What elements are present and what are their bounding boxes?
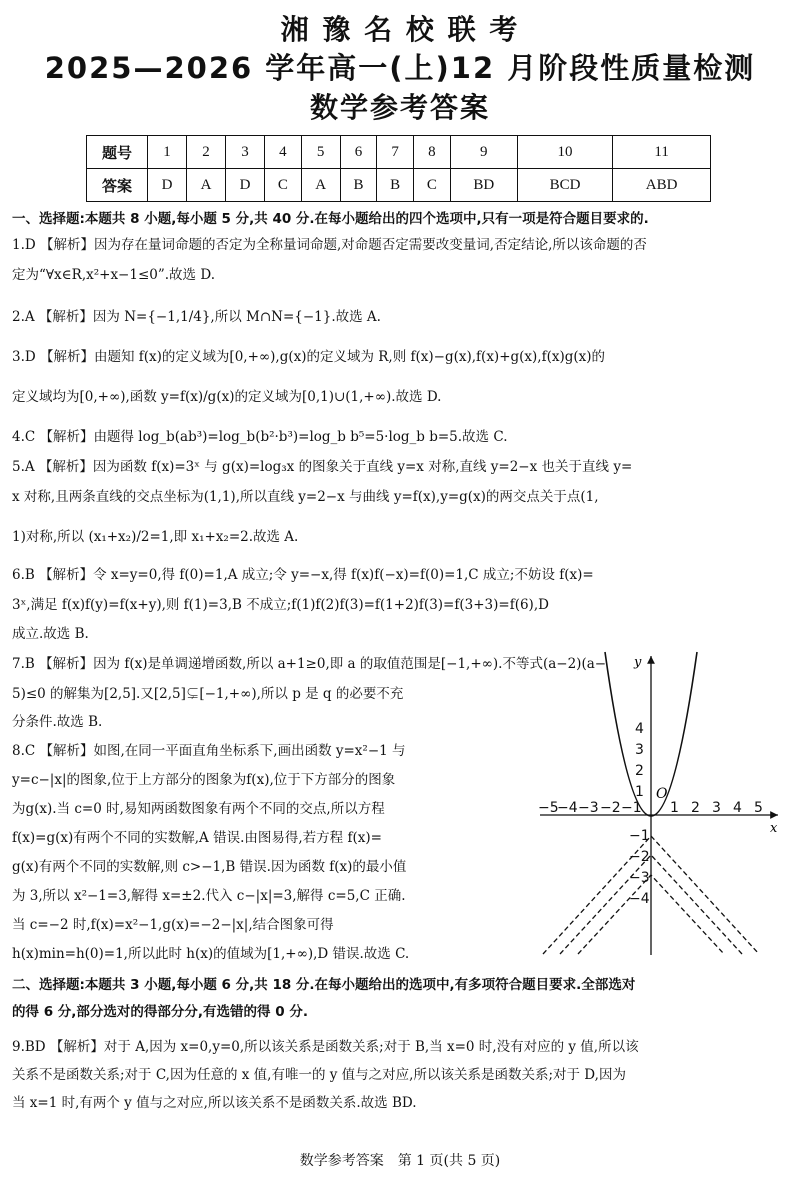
x-tick-label: 1 [670, 800, 679, 816]
q8-line-8: h(x)min=h(0)=1,所以此时 h(x)的值域为[1,+∞),D 错误.故选 C. [12, 946, 410, 962]
question-number: 3 [226, 136, 265, 169]
answer-cell: C [414, 169, 451, 202]
exam-title: 2025—2026 学年高一(上)12 月阶段性质量检测 [44, 51, 756, 85]
x-tick-label: 3 [712, 800, 721, 816]
q6-line-2: 3ˣ,满足 f(x)f(y)=f(x+y),则 f(1)=3,B 不成立;f(1)f(2)f(3)=f(1+2)f(3)=f(3+3)=f(6),D [12, 597, 549, 613]
answer-cell: ABD [613, 169, 711, 202]
q1-line-2: 定为“∀x∈R,x²+x−1≤0”.故选 D. [12, 267, 215, 283]
y-tick-label: −1 [629, 828, 650, 844]
q9-line-2: 关系不是函数关系;对于 C,因为任意的 x 值,有唯一的 y 值与之对应,所以该关系是函数关系;对于 D,因为 [12, 1067, 626, 1083]
question-number: 9 [450, 136, 517, 169]
y-tick-label: 4 [635, 721, 644, 737]
x-tick-label: −4 [557, 800, 578, 816]
q8-line-2: y=c−|x|的图象,位于上方部分的图象为f(x),位于下方部分的图象 [12, 772, 396, 788]
q6-line-3: 成立.故选 B. [12, 626, 89, 642]
question-number: 4 [265, 136, 302, 169]
answer-table-answer-row [87, 169, 711, 202]
x-tick-label: −2 [600, 800, 621, 816]
y-axis-label: y [634, 655, 642, 670]
answer-cell: A [301, 169, 340, 202]
q8-line-5: g(x)有两个不同的实数解,则 c>−1,B 错误.因为函数 f(x)的最小值 [12, 859, 407, 875]
q5-line-2: x 对称,且两条直线的交点坐标为(1,1),所以直线 y=2−x 与曲线 y=f(x),y=g(x)的两交点关于点(1, [12, 489, 599, 505]
origin-label: O [656, 786, 668, 802]
section-2-heading-line-2: 的得 6 分,部分选对的得部分分,有选错的得 0 分. [12, 1004, 308, 1020]
q8-line-6: 为 3,所以 x²−1=3,解得 x=±2.代入 c−|x|=3,解得 c=5,C 正确. [12, 888, 406, 904]
y-tick-label: 3 [635, 742, 644, 758]
q7-line-1: 7.B 【解析】因为 f(x)是单调递增函数,所以 a+1≥0,即 a 的取值范围是[−1,+∞).不等式(a−2)(a− [12, 656, 607, 672]
q4-line-1: 4.C 【解析】由题得 log_b(ab³)=log_b(b²·b³)=log_b b⁵=5·log_b b=5.故选 C. [12, 429, 508, 445]
x-tick-label: −1 [621, 800, 642, 816]
page-footer: 数学参考答案 第 1 页(共 5 页) [299, 1153, 501, 1169]
q9-line-1: 9.BD 【解析】对于 A,因为 x=0,y=0,所以该关系是函数关系;对于 B,当 x=0 时,没有对应的 y 值,所以该 [12, 1039, 639, 1055]
question-number: 7 [377, 136, 414, 169]
answer-cell: BD [450, 169, 517, 202]
x-tick-label: −5 [538, 800, 559, 816]
q5-line-3: 1)对称,所以 (x₁+x₂)/2=1,即 x₁+x₂=2.故选 A. [12, 529, 299, 545]
question-number: 1 [148, 136, 187, 169]
q2-line-1: 2.A 【解析】因为 N={−1,1/4},所以 M∩N={−1}.故选 A. [12, 309, 381, 325]
section-1-heading: 一、选择题:本题共 8 小题,每小题 5 分,共 40 分.在每小题给出的四个选项中,只有一项是符合题目要求的. [12, 211, 649, 227]
answer-cell: A [187, 169, 226, 202]
number-row-label: 题号 [87, 136, 148, 169]
q5-line-1: 5.A 【解析】因为函数 f(x)=3ˣ 与 g(x)=log₃x 的图象关于直线 y=x 对称,直线 y=2−x 也关于直线 y= [12, 459, 633, 475]
answer-cell: D [226, 169, 265, 202]
x-tick-label: −3 [578, 800, 599, 816]
section-2-heading-line-1: 二、选择题:本题共 3 小题,每小题 6 分,共 18 分.在每小题给出的选项中,有多项符合题目要求.全部选对 [12, 977, 636, 993]
question-number: 6 [340, 136, 377, 169]
question-number: 10 [517, 136, 612, 169]
exam-union-title: 湘 豫 名 校 联 考 [280, 13, 520, 46]
q7-line-3: 分条件.故选 B. [12, 714, 103, 730]
q8-line-1: 8.C 【解析】如图,在同一平面直角坐标系下,画出函数 y=x²−1 与 [12, 743, 406, 759]
q3-line-1: 3.D 【解析】由题知 f(x)的定义域为[0,+∞),g(x)的定义域为 R,则 f(x)−g(x),f(x)+g(x),f(x)g(x)的 [12, 349, 606, 365]
q8-line-3: 为g(x).当 c=0 时,易知两函数图象有两个不同的交点,所以方程 [12, 801, 385, 817]
y-tick-label: 1 [635, 784, 644, 800]
y-tick-label: −3 [629, 870, 650, 886]
answer-table-number-row [87, 136, 711, 169]
question-number: 2 [187, 136, 226, 169]
q9-line-3: 当 x=1 时,有两个 y 值与之对应,所以该关系不是函数关系.故选 BD. [12, 1095, 417, 1111]
answer-key-title: 数学参考答案 [309, 91, 490, 124]
question-number: 11 [613, 136, 711, 169]
x-tick-label: 4 [733, 800, 742, 816]
q8-line-4: f(x)=g(x)有两个不同的实数解,A 错误.由图易得,若方程 f(x)= [12, 830, 382, 846]
answer-cell: C [265, 169, 302, 202]
q8-function-graph [538, 650, 788, 960]
answer-cell: BCD [517, 169, 612, 202]
q8-line-7: 当 c=−2 时,f(x)=x²−1,g(x)=−2−|x|,结合图象可得 [12, 917, 334, 933]
y-tick-label: −4 [629, 891, 650, 907]
answer-cell: B [377, 169, 414, 202]
answer-cell: B [340, 169, 377, 202]
q1-line-1: 1.D 【解析】因为存在量词命题的否定为全称量词命题,对命题否定需要改变量词,否定结论,所以该命题的否 [12, 237, 647, 253]
answer-table [86, 135, 711, 202]
q6-line-1: 6.B 【解析】令 x=y=0,得 f(0)=1,A 成立;令 y=−x,得 f(x)f(−x)=f(0)=1,C 成立;不妨设 f(x)= [12, 567, 594, 583]
answer-cell: D [148, 169, 187, 202]
x-tick-label: 2 [691, 800, 700, 816]
y-tick-label: 2 [635, 763, 644, 779]
x-tick-label: 5 [754, 800, 763, 816]
question-number: 5 [301, 136, 340, 169]
y-tick-label: −2 [629, 849, 650, 865]
answer-row-label: 答案 [87, 169, 148, 202]
question-number: 8 [414, 136, 451, 169]
q3-line-2: 定义域均为[0,+∞),函数 y=f(x)/g(x)的定义域为[0,1)∪(1,+∞).故选 D. [12, 389, 442, 405]
q7-line-2: 5)≤0 的解集为[2,5].又[2,5]⊊[−1,+∞),所以 p 是 q 的必要不充 [12, 686, 404, 702]
x-axis-label: x [770, 821, 778, 836]
